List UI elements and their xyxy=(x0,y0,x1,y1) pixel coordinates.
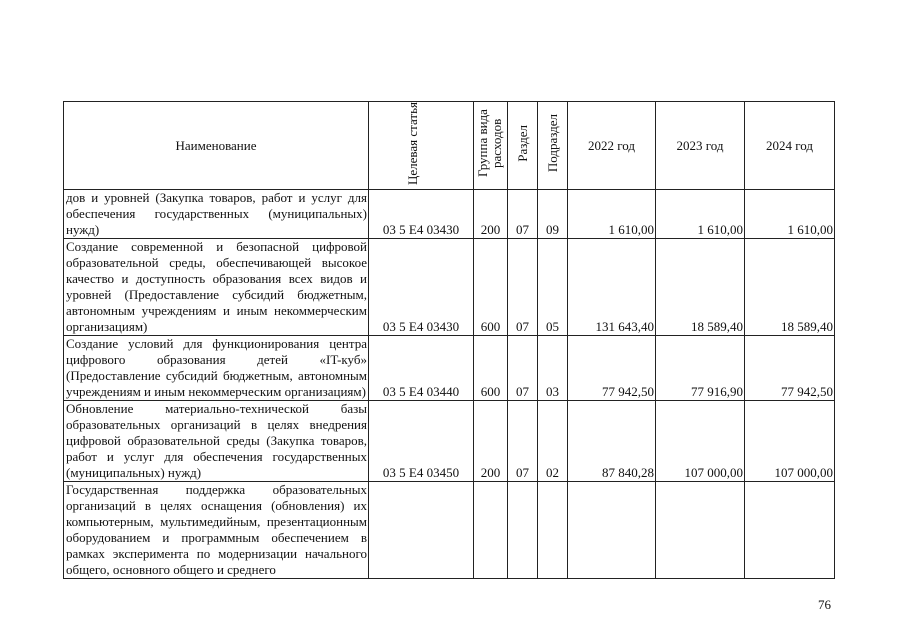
header-year-2024: 2024 год xyxy=(745,102,835,190)
row-name: Обновление материально-технической базы образовательных организаций в целях внедрения цифровой образовательной среды (Закупка товаров, работ и услуг для обеспечения государственных (муниципальных) нужд) xyxy=(64,401,369,482)
row-subsection: 02 xyxy=(538,401,568,482)
row-expense-group: 600 xyxy=(474,239,508,336)
row-expense-group xyxy=(474,482,508,579)
budget-table xyxy=(63,101,835,579)
table-row xyxy=(64,336,835,401)
row-name: Создание условий для функционирования центра цифрового образования детей «IT-куб» (Предоставление субсидий бюджетным, автономным учреждениям и иным некоммерческим организациям) xyxy=(64,336,369,401)
row-amount-2022: 131 643,40 xyxy=(568,239,656,336)
row-section: 07 xyxy=(508,401,538,482)
row-expense-group: 600 xyxy=(474,336,508,401)
header-year-2022: 2022 год xyxy=(568,102,656,190)
row-amount-2024: 18 589,40 xyxy=(745,239,835,336)
row-name: Создание современной и безопасной цифровой образовательной среды, обеспечивающей высокое качество и доступность образования всех видов и уровней (Предоставление субсидий бюджетным, автономным учреждениям и иным некоммерческим организациям) xyxy=(64,239,369,336)
row-section xyxy=(508,482,538,579)
row-section: 07 xyxy=(508,190,538,239)
row-target-article: 03 5 E4 03430 xyxy=(369,239,474,336)
table-row xyxy=(64,239,835,336)
header-section: Раздел xyxy=(508,102,538,190)
header-subsection: Подраздел xyxy=(538,102,568,190)
row-amount-2022: 77 942,50 xyxy=(568,336,656,401)
row-amount-2024: 107 000,00 xyxy=(745,401,835,482)
row-amount-2023: 107 000,00 xyxy=(656,401,745,482)
row-name: Государственная поддержка образовательных организаций в целях оснащения (обновления) их компьютерным, мультимедийным, презентационным оборудованием и программным обеспечением в рамках эксперимента по модернизации начального общего, основного общего и среднего xyxy=(64,482,369,579)
header-year-2023: 2023 год xyxy=(656,102,745,190)
row-amount-2023: 77 916,90 xyxy=(656,336,745,401)
row-subsection: 05 xyxy=(538,239,568,336)
row-amount-2023: 18 589,40 xyxy=(656,239,745,336)
row-target-article: 03 5 E4 03430 xyxy=(369,190,474,239)
row-amount-2022: 1 610,00 xyxy=(568,190,656,239)
page-number: 76 xyxy=(818,597,831,612)
row-amount-2024 xyxy=(745,482,835,579)
table-row xyxy=(64,401,835,482)
row-target-article xyxy=(369,482,474,579)
table-header-row xyxy=(64,102,835,190)
row-expense-group: 200 xyxy=(474,401,508,482)
row-expense-group: 200 xyxy=(474,190,508,239)
row-amount-2024: 77 942,50 xyxy=(745,336,835,401)
row-target-article: 03 5 E4 03440 xyxy=(369,336,474,401)
row-amount-2024: 1 610,00 xyxy=(745,190,835,239)
header-name: Наименование xyxy=(64,102,369,190)
row-subsection: 03 xyxy=(538,336,568,401)
header-target-article: Целевая статья xyxy=(369,102,474,190)
row-subsection: 09 xyxy=(538,190,568,239)
row-section: 07 xyxy=(508,239,538,336)
row-target-article: 03 5 E4 03450 xyxy=(369,401,474,482)
row-name: дов и уровней (Закупка товаров, работ и услуг для обеспечения государственных (муниципальных) нужд) xyxy=(64,190,369,239)
table-row xyxy=(64,482,835,579)
table-row xyxy=(64,190,835,239)
row-amount-2022: 87 840,28 xyxy=(568,401,656,482)
row-section: 07 xyxy=(508,336,538,401)
row-subsection xyxy=(538,482,568,579)
row-amount-2023: 1 610,00 xyxy=(656,190,745,239)
row-amount-2023 xyxy=(656,482,745,579)
row-amount-2022 xyxy=(568,482,656,579)
budget-table-wrapper xyxy=(63,101,835,579)
header-expense-group: Группа вида расходов xyxy=(474,102,508,190)
